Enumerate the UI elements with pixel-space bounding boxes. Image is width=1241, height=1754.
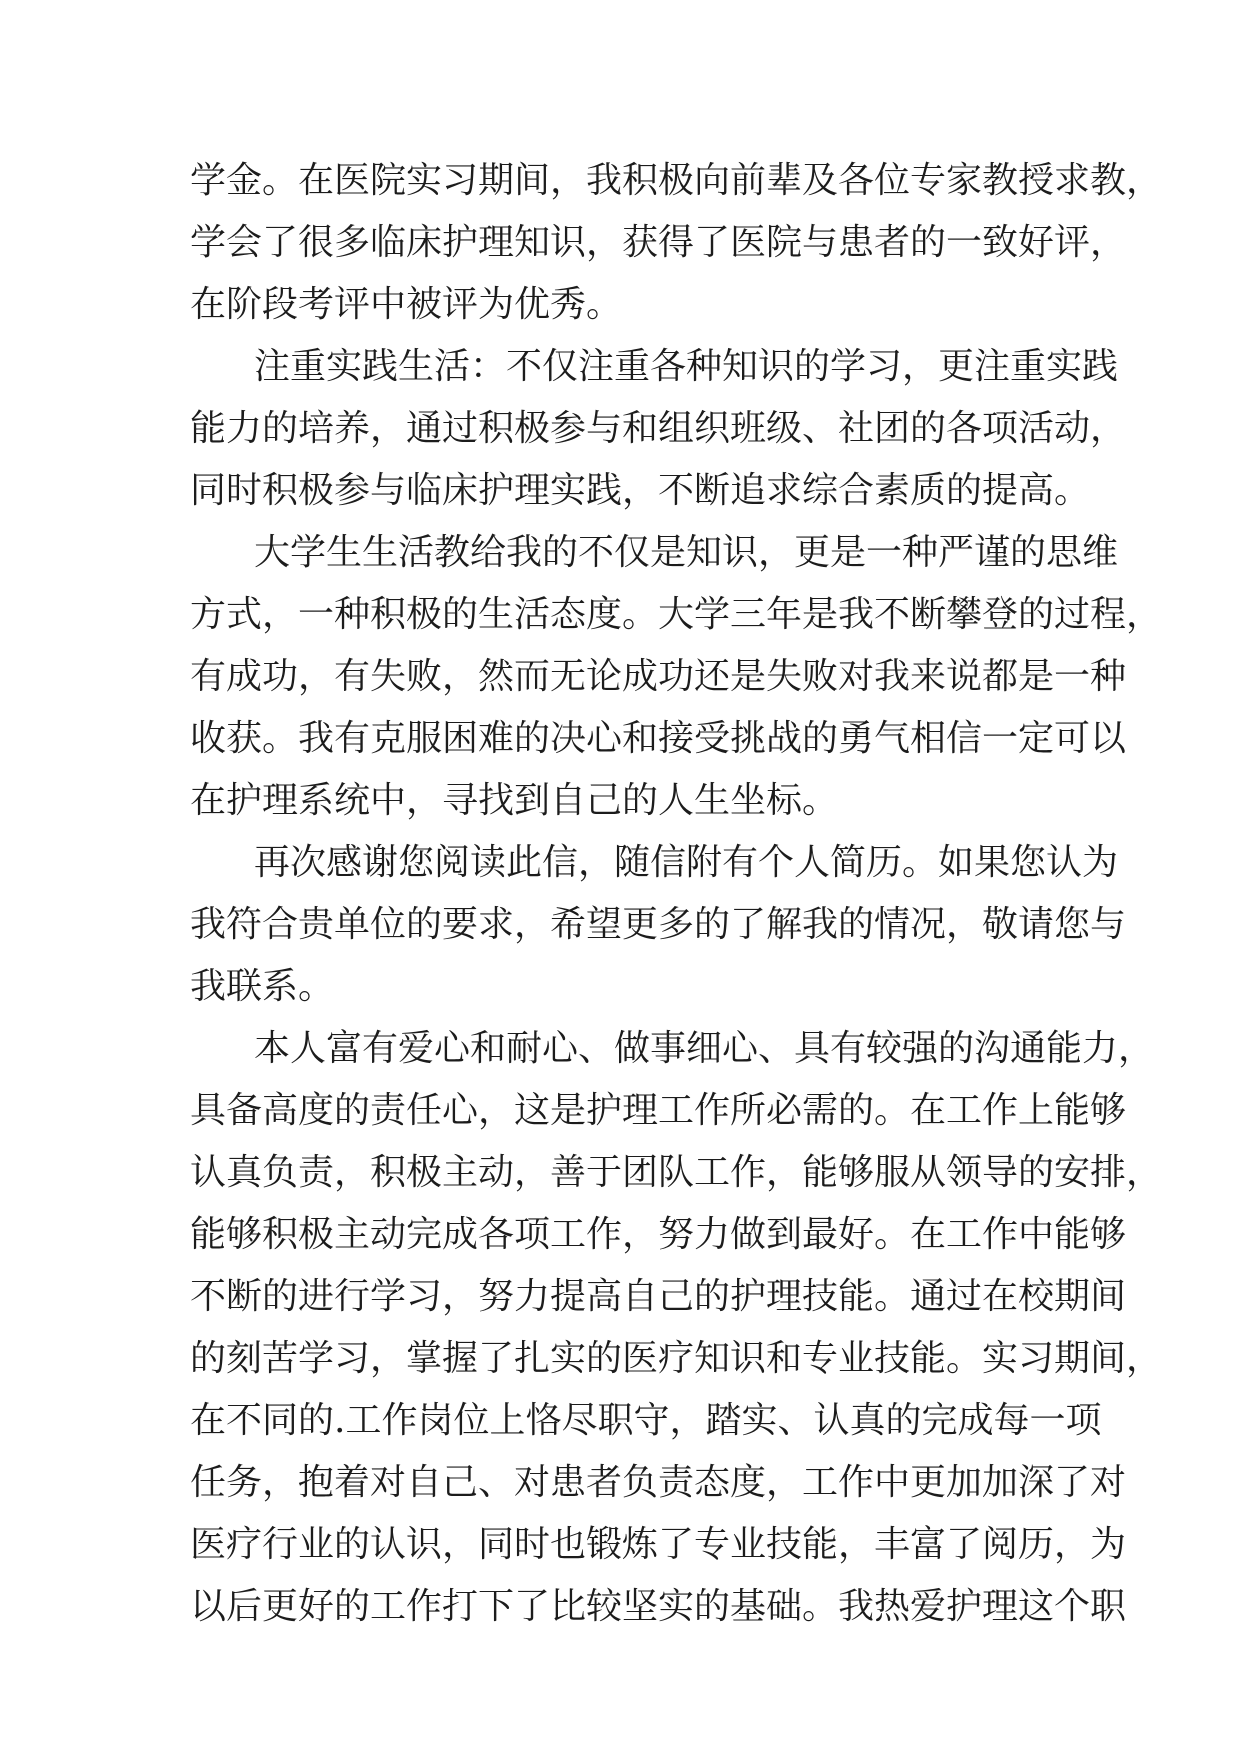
paragraph-1 [190,150,1163,336]
text-line: 学会了很多临床护理知识，获得了医院与患者的一致好评， [190,222,1127,263]
body-text [190,150,1163,1638]
text-line: 医疗行业的认识，同时也锻炼了专业技能，丰富了阅历，为 [190,1524,1127,1565]
text-line: 以后更好的工作打下了比较坚实的基础。我热爱护理这个职 [190,1586,1127,1627]
text-line: 学金。在医院实习期间，我积极向前辈及各位专家教授求教， [190,160,1163,201]
text-line: 能力的培养，通过积极参与和组织班级、社团的各项活动， [190,408,1127,449]
text-line: 收获。我有克服困难的决心和接受挑战的勇气相信一定可以 [190,718,1127,759]
text-line: 我联系。 [190,966,335,1007]
text-line: 不断的进行学习，努力提高自己的护理技能。通过在校期间 [190,1276,1127,1317]
text-line: 在阶段考评中被评为优秀。 [190,284,623,325]
paragraph-4 [190,832,1127,1018]
text-line: 任务，抱着对自己、对患者负责态度，工作中更加加深了对 [190,1462,1127,1503]
text-line: 本人富有爱心和耐心、做事细心、具有较强的沟通能力， [254,1028,1155,1069]
text-line: 的刻苦学习，掌握了扎实的医疗知识和专业技能。实习期间， [190,1338,1163,1379]
text-line: 在护理系统中，寻找到自己的人生坐标。 [190,780,839,821]
paragraph-5 [190,1018,1163,1638]
paragraph-3 [190,522,1163,832]
text-line: 有成功，有失败，然而无论成功还是失败对我来说都是一种 [190,656,1127,697]
text-line: 具备高度的责任心，这是护理工作所必需的。在工作上能够 [190,1090,1127,1131]
text-line: 在不同的.工作岗位上恪尽职守，踏实、认真的完成每一项 [190,1400,1102,1441]
text-line: 同时积极参与临床护理实践，不断追求综合素质的提高。 [190,470,1091,511]
text-line: 方式，一种积极的生活态度。大学三年是我不断攀登的过程， [190,594,1163,635]
text-line: 我符合贵单位的要求，希望更多的了解我的情况，敬请您与 [190,904,1127,945]
text-line: 能够积极主动完成各项工作，努力做到最好。在工作中能够 [190,1214,1127,1255]
text-line: 注重实践生活：不仅注重各种知识的学习，更注重实践 [254,346,1119,387]
text-line: 认真负责，积极主动，善于团队工作，能够服从领导的安排， [190,1152,1163,1193]
text-line: 再次感谢您阅读此信，随信附有个人简历。如果您认为 [254,842,1119,883]
paragraph-2 [190,336,1127,522]
text-line: 大学生生活教给我的不仅是知识，更是一种严谨的思维 [254,532,1119,573]
